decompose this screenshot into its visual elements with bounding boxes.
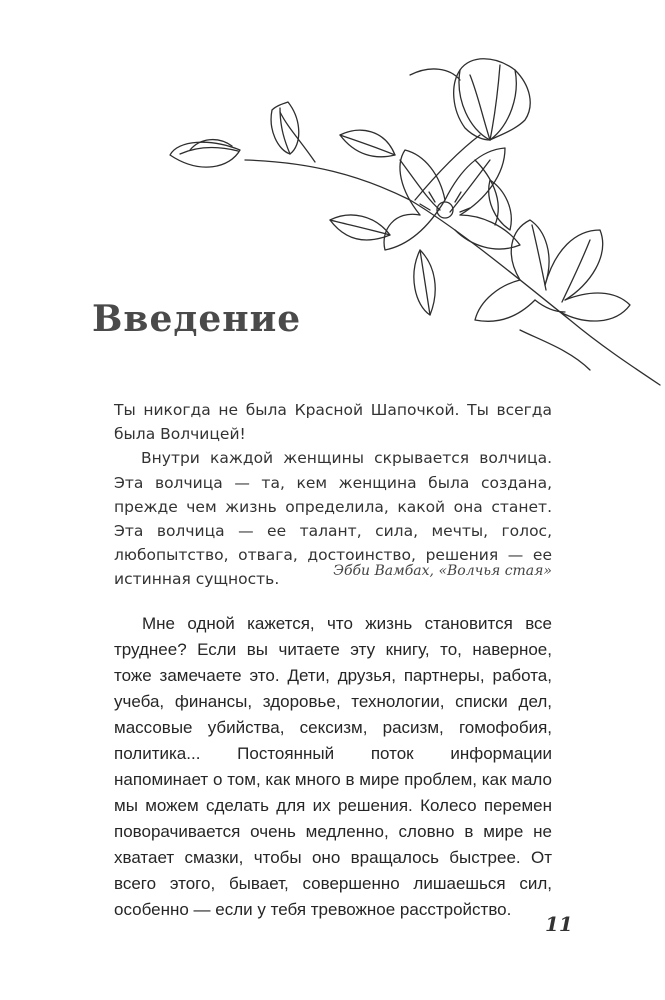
magnolia-branch-illustration xyxy=(160,50,665,400)
page-number: 11 xyxy=(545,912,573,936)
epigraph-line-1: Ты никогда не была Красной Шапочкой. Ты всегда была Волчицей! xyxy=(114,401,552,444)
epigraph-attribution: Эбби Вамбах, «Волчья стая» xyxy=(333,563,552,579)
chapter-heading: Введение xyxy=(92,298,302,340)
epigraph-line-2: Внутри каждой женщины скрывается волчица. Эта волчица — та, кем женщина была создана, прежде чем жизнь определила, какой она станет. Эта волчица — ее талант, сила, мечты, голос, любопытство, отвага, достоинство, решения — ее истинная сущность. xyxy=(114,449,552,589)
body-paragraph: Мне одной кажется, что жизнь становится все труднее? Если вы читаете эту книгу, то, наверное, тоже замечаете это. Дети, друзья, партнеры, работа, учеба, финансы, здоровье, технологии, списки дел, массовые убийства, сексизм, расизм, гомофобия, политика... Постоянный поток информации напоминает о том, как много в мире проблем, как мало мы можем сделать для их решения. Колесо перемен поворачивается очень медленно, словно в мире не хватает смазки, чтобы оно вращалось быстрее. От всего этого, бывает, совершенно лишаешься сил, особенно — если у тебя тревожное расстройство. xyxy=(114,614,552,919)
